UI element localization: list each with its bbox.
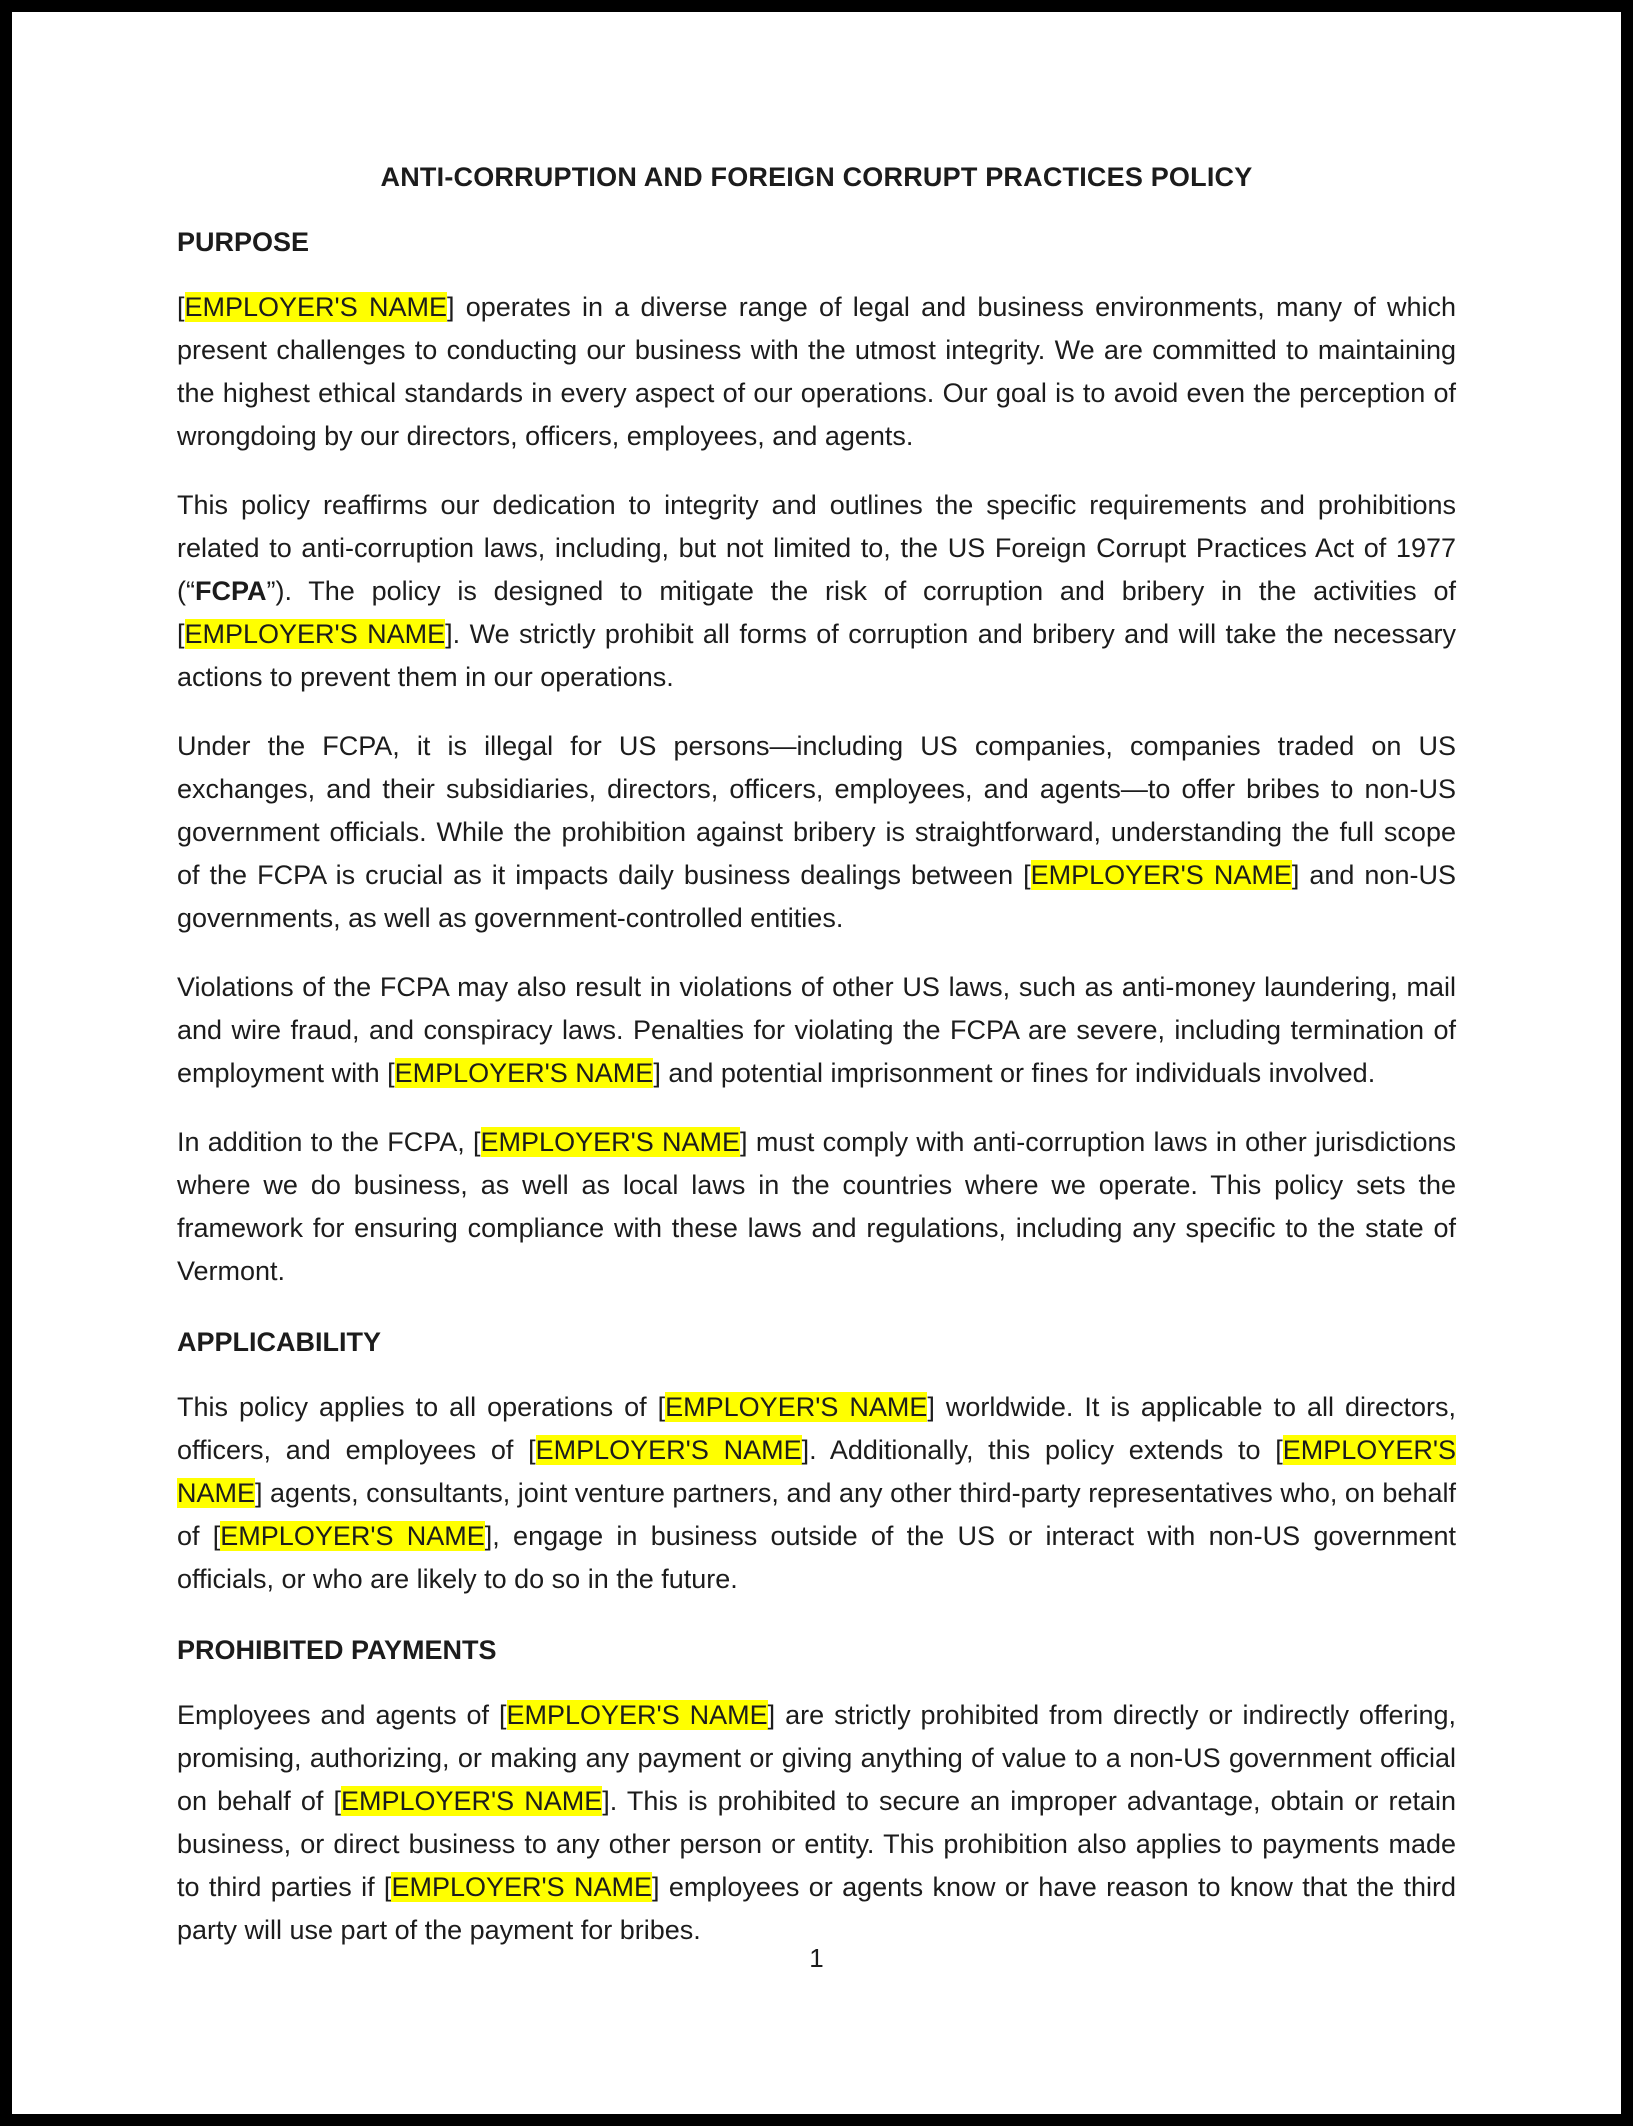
text-run: ] must comply with anti-corruption laws in other jurisdictions where we do business, as well as local laws in the countries where we operate. This policy sets the framework for ensuring compliance with these laws and regulations, including any specific to the state of Vermont. xyxy=(177,1127,1457,1286)
paragraph xyxy=(177,1121,1456,1293)
text-run: ] are strictly prohibited from directly or indirectly offering, promising, authorizing, or making any payment or giving anything of value to a non-US government official on behalf of [ xyxy=(177,1700,1456,1816)
text-run: ]. We strictly prohibit all forms of corruption and bribery and will take the necessary actions to prevent them in our operations. xyxy=(177,619,1456,692)
text-run: ] agents, consultants, joint venture partners, and any other third-party representatives who, on behalf of [ xyxy=(177,1478,1456,1551)
paragraph xyxy=(177,1694,1456,1952)
paragraph xyxy=(177,966,1456,1095)
text-run: ]. This is prohibited to secure an improper advantage, obtain or retain business, or direct business to any other person or entity. This prohibition also applies to payments made to third parties if [ xyxy=(177,1786,1456,1902)
employer-name-placeholder: EMPLOYER'S NAME xyxy=(340,1786,603,1816)
employer-name-placeholder: EMPLOYER'S NAME xyxy=(665,1392,928,1422)
text-run: Under the FCPA, it is illegal for US persons—including US companies, companies traded on US exchanges, and their subsidiaries, directors, officers, employees, and agents—to offer bribes to non-US government officials. While the prohibition against bribery is straightforward, understanding the full scope of the FCPA is crucial as it impacts daily business dealings between [ xyxy=(177,731,1456,890)
employer-name-placeholder: EMPLOYER'S NAME xyxy=(184,619,446,649)
employer-name-placeholder: EMPLOYER'S NAME xyxy=(220,1521,485,1551)
text-run: ] worldwide. It is applicable to all directors, officers, and employees of [ xyxy=(177,1392,1456,1465)
paragraph xyxy=(177,484,1456,699)
employer-name-placeholder: EMPLOYER'S NAME xyxy=(1030,860,1292,890)
text-run: Violations of the FCPA may also result in violations of other US laws, such as anti-money laundering, mail and wire fraud, and conspiracy laws. Penalties for violating the FCPA are severe, including termination of employment with [ xyxy=(177,972,1456,1088)
document-content xyxy=(12,12,1621,1952)
employer-name-placeholder: EMPLOYER'S NAME xyxy=(177,1435,1456,1508)
section-heading: PROHIBITED PAYMENTS xyxy=(177,1635,497,1665)
text-run: [ xyxy=(177,292,185,322)
text-run: ], engage in business outside of the US or interact with non-US government officials, or who are likely to do so in the future. xyxy=(177,1521,1456,1594)
document-sections xyxy=(177,227,1456,1952)
employer-name-placeholder: EMPLOYER'S NAME xyxy=(391,1872,652,1902)
employer-name-placeholder: EMPLOYER'S NAME xyxy=(535,1435,802,1465)
section-heading: APPLICABILITY xyxy=(177,1327,382,1357)
text-run: ] employees or agents know or have reason to know that the third party will use part of the payment for bribes. xyxy=(177,1872,1456,1945)
paragraph xyxy=(177,286,1456,458)
page-number: 1 xyxy=(809,1943,824,1973)
employer-name-placeholder: EMPLOYER'S NAME xyxy=(506,1700,768,1730)
text-run: ] and non-US governments, as well as government-controlled entities. xyxy=(177,860,1456,933)
bold-term: FCPA xyxy=(194,576,267,606)
paragraph xyxy=(177,1386,1456,1601)
document-footer xyxy=(12,1943,1621,1974)
text-run: This policy reaffirms our dedication to integrity and outlines the specific requirements and prohibitions related to anti-corruption laws, including, but not limited to, the US Foreign Corrupt Practices Act of 1977 (“ xyxy=(177,490,1456,606)
text-run: ] operates in a diverse range of legal and business environments, many of which present challenges to conducting our business with the utmost integrity. We are committed to maintaining the highest ethical standards in every aspect of our operations. Our goal is to avoid even the perception of wrongdoing by our directors, officers, employees, and agents. xyxy=(177,292,1457,451)
employer-name-placeholder: EMPLOYER'S NAME xyxy=(184,292,447,322)
document-title: ANTI-CORRUPTION AND FOREIGN CORRUPT PRACTICES POLICY xyxy=(380,162,1253,192)
text-run: ]. Additionally, this policy extends to [ xyxy=(801,1435,1283,1465)
text-run: In addition to the FCPA, [ xyxy=(177,1127,481,1157)
paragraph xyxy=(177,725,1456,940)
section-heading: PURPOSE xyxy=(177,227,310,257)
text-run: ”). The policy is designed to mitigate the risk of corruption and bribery in the activities of [ xyxy=(177,576,1456,649)
employer-name-placeholder: EMPLOYER'S NAME xyxy=(480,1127,741,1157)
text-run: ] and potential imprisonment or fines for individuals involved. xyxy=(653,1058,1376,1088)
employer-name-placeholder: EMPLOYER'S NAME xyxy=(394,1058,654,1088)
text-run: Employees and agents of [ xyxy=(177,1700,507,1730)
text-run: This policy applies to all operations of [ xyxy=(177,1392,666,1422)
